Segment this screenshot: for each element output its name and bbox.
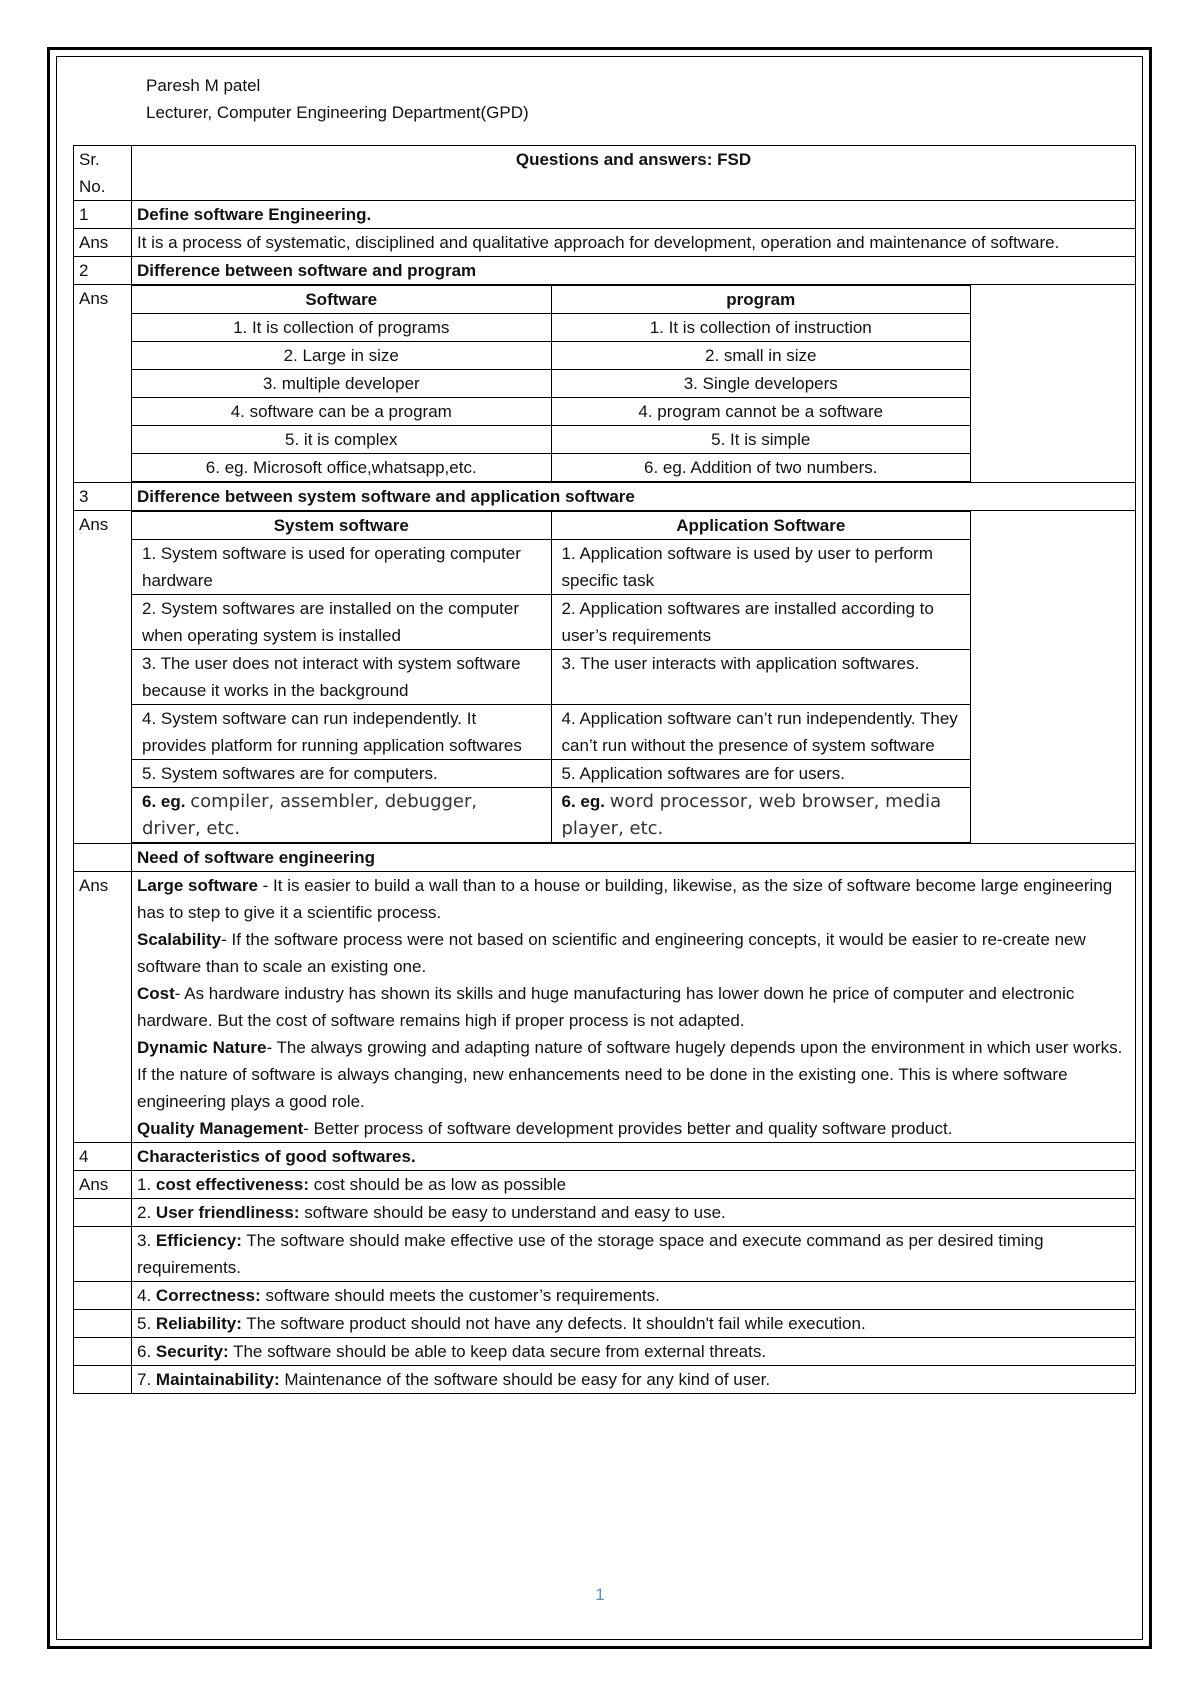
list-item: [132, 1171, 1136, 1199]
list-item: [137, 980, 1130, 1034]
item-number: 1.: [137, 1175, 152, 1194]
point-term: Large software: [137, 876, 258, 895]
table-cell: 4. Application software can’t run independently. They can’t run without the presence of system software: [551, 705, 971, 760]
point-text: - As hardware industry has shown its skills and huge manufacturing has lower down he price of computer and electronic hardware. But the cost of software remains high if proper process is not adapted.: [137, 984, 1075, 1030]
answer-row: [74, 285, 1136, 483]
question-number: 4: [74, 1143, 132, 1171]
answer-row: [74, 1199, 1136, 1227]
table-cell: 1. It is collection of programs: [132, 314, 552, 342]
need-answer: [132, 872, 1136, 1143]
item-text: software should be easy to understand and easy to use.: [299, 1203, 726, 1222]
item-text: The software should make effective use of the storage space and execute command as per desired timing requirements.: [137, 1231, 1044, 1277]
question-text: Characteristics of good softwares.: [137, 1147, 416, 1166]
ans-label: Ans: [74, 872, 132, 1143]
eg-prefix: 6. eg.: [142, 792, 186, 811]
question-number: 1: [74, 201, 132, 229]
author-block: [146, 72, 529, 126]
table-cell: 5. it is complex: [132, 426, 552, 454]
question-row: [74, 201, 1136, 229]
table-cell: 4. System software can run independently. It provides platform for running application softwares: [132, 705, 552, 760]
table-cell: 5. It is simple: [551, 426, 971, 454]
table-cell: 2. small in size: [551, 342, 971, 370]
eg-prefix: 6. eg.: [561, 792, 605, 811]
answer-row: [74, 1310, 1136, 1338]
point-text: - It is easier to build a wall than to a house or building, likewise, as the size of software become large engineering has to step to give it a scientific process.: [137, 876, 1113, 922]
eg-text: compiler, assembler, debugger, driver, etc.: [142, 791, 478, 839]
item-term: Correctness:: [155, 1286, 261, 1305]
answer-text: It is a process of systematic, disciplined and qualitative approach for development, operation and maintenance of software.: [132, 229, 1136, 257]
list-item: [137, 1034, 1130, 1115]
table-cell: 2. System softwares are installed on the computer when operating system is installed: [132, 595, 552, 650]
eg-text: word processor, web browser, media player, etc.: [561, 791, 942, 839]
page-title: Questions and answers: FSD: [132, 146, 1136, 201]
item-term: cost effectiveness:: [155, 1175, 309, 1194]
answer-row: [74, 872, 1136, 1143]
table-cell: 1. System software is used for operating computer hardware: [132, 540, 552, 595]
answer-row: [74, 1227, 1136, 1282]
question-row: [74, 844, 1136, 872]
item-term: Maintainability:: [155, 1370, 280, 1389]
point-term: Cost: [137, 984, 175, 1003]
item-number: 2.: [137, 1203, 152, 1222]
answer-row: [74, 511, 1136, 844]
table-cell: 5. Application softwares are for users.: [551, 760, 971, 788]
list-item: [137, 1115, 1130, 1142]
table-cell: 1. It is collection of instruction: [551, 314, 971, 342]
author-designation: Lecturer, Computer Engineering Department(GPD): [146, 103, 529, 122]
item-text: cost should be as low as possible: [309, 1175, 567, 1194]
list-item: [132, 1282, 1136, 1310]
list-item: [132, 1199, 1136, 1227]
item-text: Maintenance of the software should be easy for any kind of user.: [279, 1370, 771, 1389]
point-text: - If the software process were not based on scientific and engineering concepts, it would be easier to re-create new software than to scale an existing one.: [137, 930, 1086, 976]
table-cell: [551, 788, 971, 843]
item-text: The software product should not have any defects. It shouldn't fail while execution.: [241, 1314, 866, 1333]
system-vs-application-table: [131, 511, 971, 843]
answer-row: [74, 1171, 1136, 1199]
answer-row: [74, 229, 1136, 257]
list-item: [132, 1310, 1136, 1338]
ans-label: Ans: [74, 1171, 132, 1199]
ans-label: Ans: [74, 229, 132, 257]
table-cell: 3. The user interacts with application softwares.: [551, 650, 971, 705]
table-cell: 1. Application software is used by user to perform specific task: [551, 540, 971, 595]
author-name: Paresh M patel: [146, 76, 261, 95]
table-cell: 6. eg. Addition of two numbers.: [551, 454, 971, 482]
table-cell: 3. multiple developer: [132, 370, 552, 398]
sr-no-header: Sr. No.: [74, 146, 132, 201]
point-text: - The always growing and adapting nature of software hugely depends upon the environment in which user works. If the nature of software is always changing, new enhancements need to be done in the existing one. This is where software engineering plays a good role.: [137, 1038, 1123, 1111]
answer-row: [74, 1338, 1136, 1366]
item-number: 5.: [137, 1314, 152, 1333]
question-text: Define software Engineering.: [137, 205, 372, 224]
software-vs-program-table: [131, 285, 971, 482]
question-number: 2: [74, 257, 132, 285]
item-term: User friendliness:: [155, 1203, 300, 1222]
question-number: 3: [74, 483, 132, 511]
item-number: 4.: [137, 1286, 152, 1305]
column-header: Software: [132, 286, 552, 314]
item-number: 6.: [137, 1342, 152, 1361]
item-number: 3.: [137, 1231, 152, 1250]
point-term: Scalability: [137, 930, 222, 949]
table-cell: 4. program cannot be a software: [551, 398, 971, 426]
column-header: program: [551, 286, 971, 314]
table-cell: 4. software can be a program: [132, 398, 552, 426]
list-item: [137, 872, 1130, 926]
question-number: [74, 844, 132, 872]
table-header-row: [74, 146, 1136, 201]
table-cell: 6. eg. Microsoft office,whatsapp,etc.: [132, 454, 552, 482]
column-header: Application Software: [551, 512, 971, 540]
question-row: [74, 257, 1136, 285]
answer-row: [74, 1366, 1136, 1394]
item-term: Efficiency:: [155, 1231, 242, 1250]
table-cell: 5. System softwares are for computers.: [132, 760, 552, 788]
table-cell: [132, 788, 552, 843]
question-text: Difference between software and program: [137, 261, 477, 280]
item-text: software should meets the customer’s requirements.: [260, 1286, 660, 1305]
qa-table: [73, 145, 1136, 1394]
item-term: Security:: [155, 1342, 229, 1361]
table-cell: 3. Single developers: [551, 370, 971, 398]
table-cell: 2. Application softwares are installed according to user’s requirements: [551, 595, 971, 650]
question-text: Difference between system software and application software: [137, 487, 635, 506]
column-header: System software: [132, 512, 552, 540]
item-number: 7.: [137, 1370, 152, 1389]
list-item: [132, 1227, 1136, 1282]
question-row: [74, 483, 1136, 511]
page-number: 1: [595, 1585, 605, 1604]
list-item: [137, 926, 1130, 980]
table-cell: 3. The user does not interact with system software because it works in the background: [132, 650, 552, 705]
ans-label: Ans: [74, 511, 132, 844]
question-row: [74, 1143, 1136, 1171]
point-term: Quality Management: [137, 1119, 304, 1138]
list-item: [132, 1366, 1136, 1394]
item-text: The software should be able to keep data secure from external threats.: [228, 1342, 767, 1361]
list-item: [132, 1338, 1136, 1366]
answer-row: [74, 1282, 1136, 1310]
point-term: Dynamic Nature: [137, 1038, 267, 1057]
ans-label: Ans: [74, 285, 132, 483]
point-text: - Better process of software development provides better and quality software product.: [303, 1119, 953, 1138]
question-text: Need of software engineering: [137, 848, 376, 867]
table-cell: 2. Large in size: [132, 342, 552, 370]
item-term: Reliability:: [155, 1314, 242, 1333]
